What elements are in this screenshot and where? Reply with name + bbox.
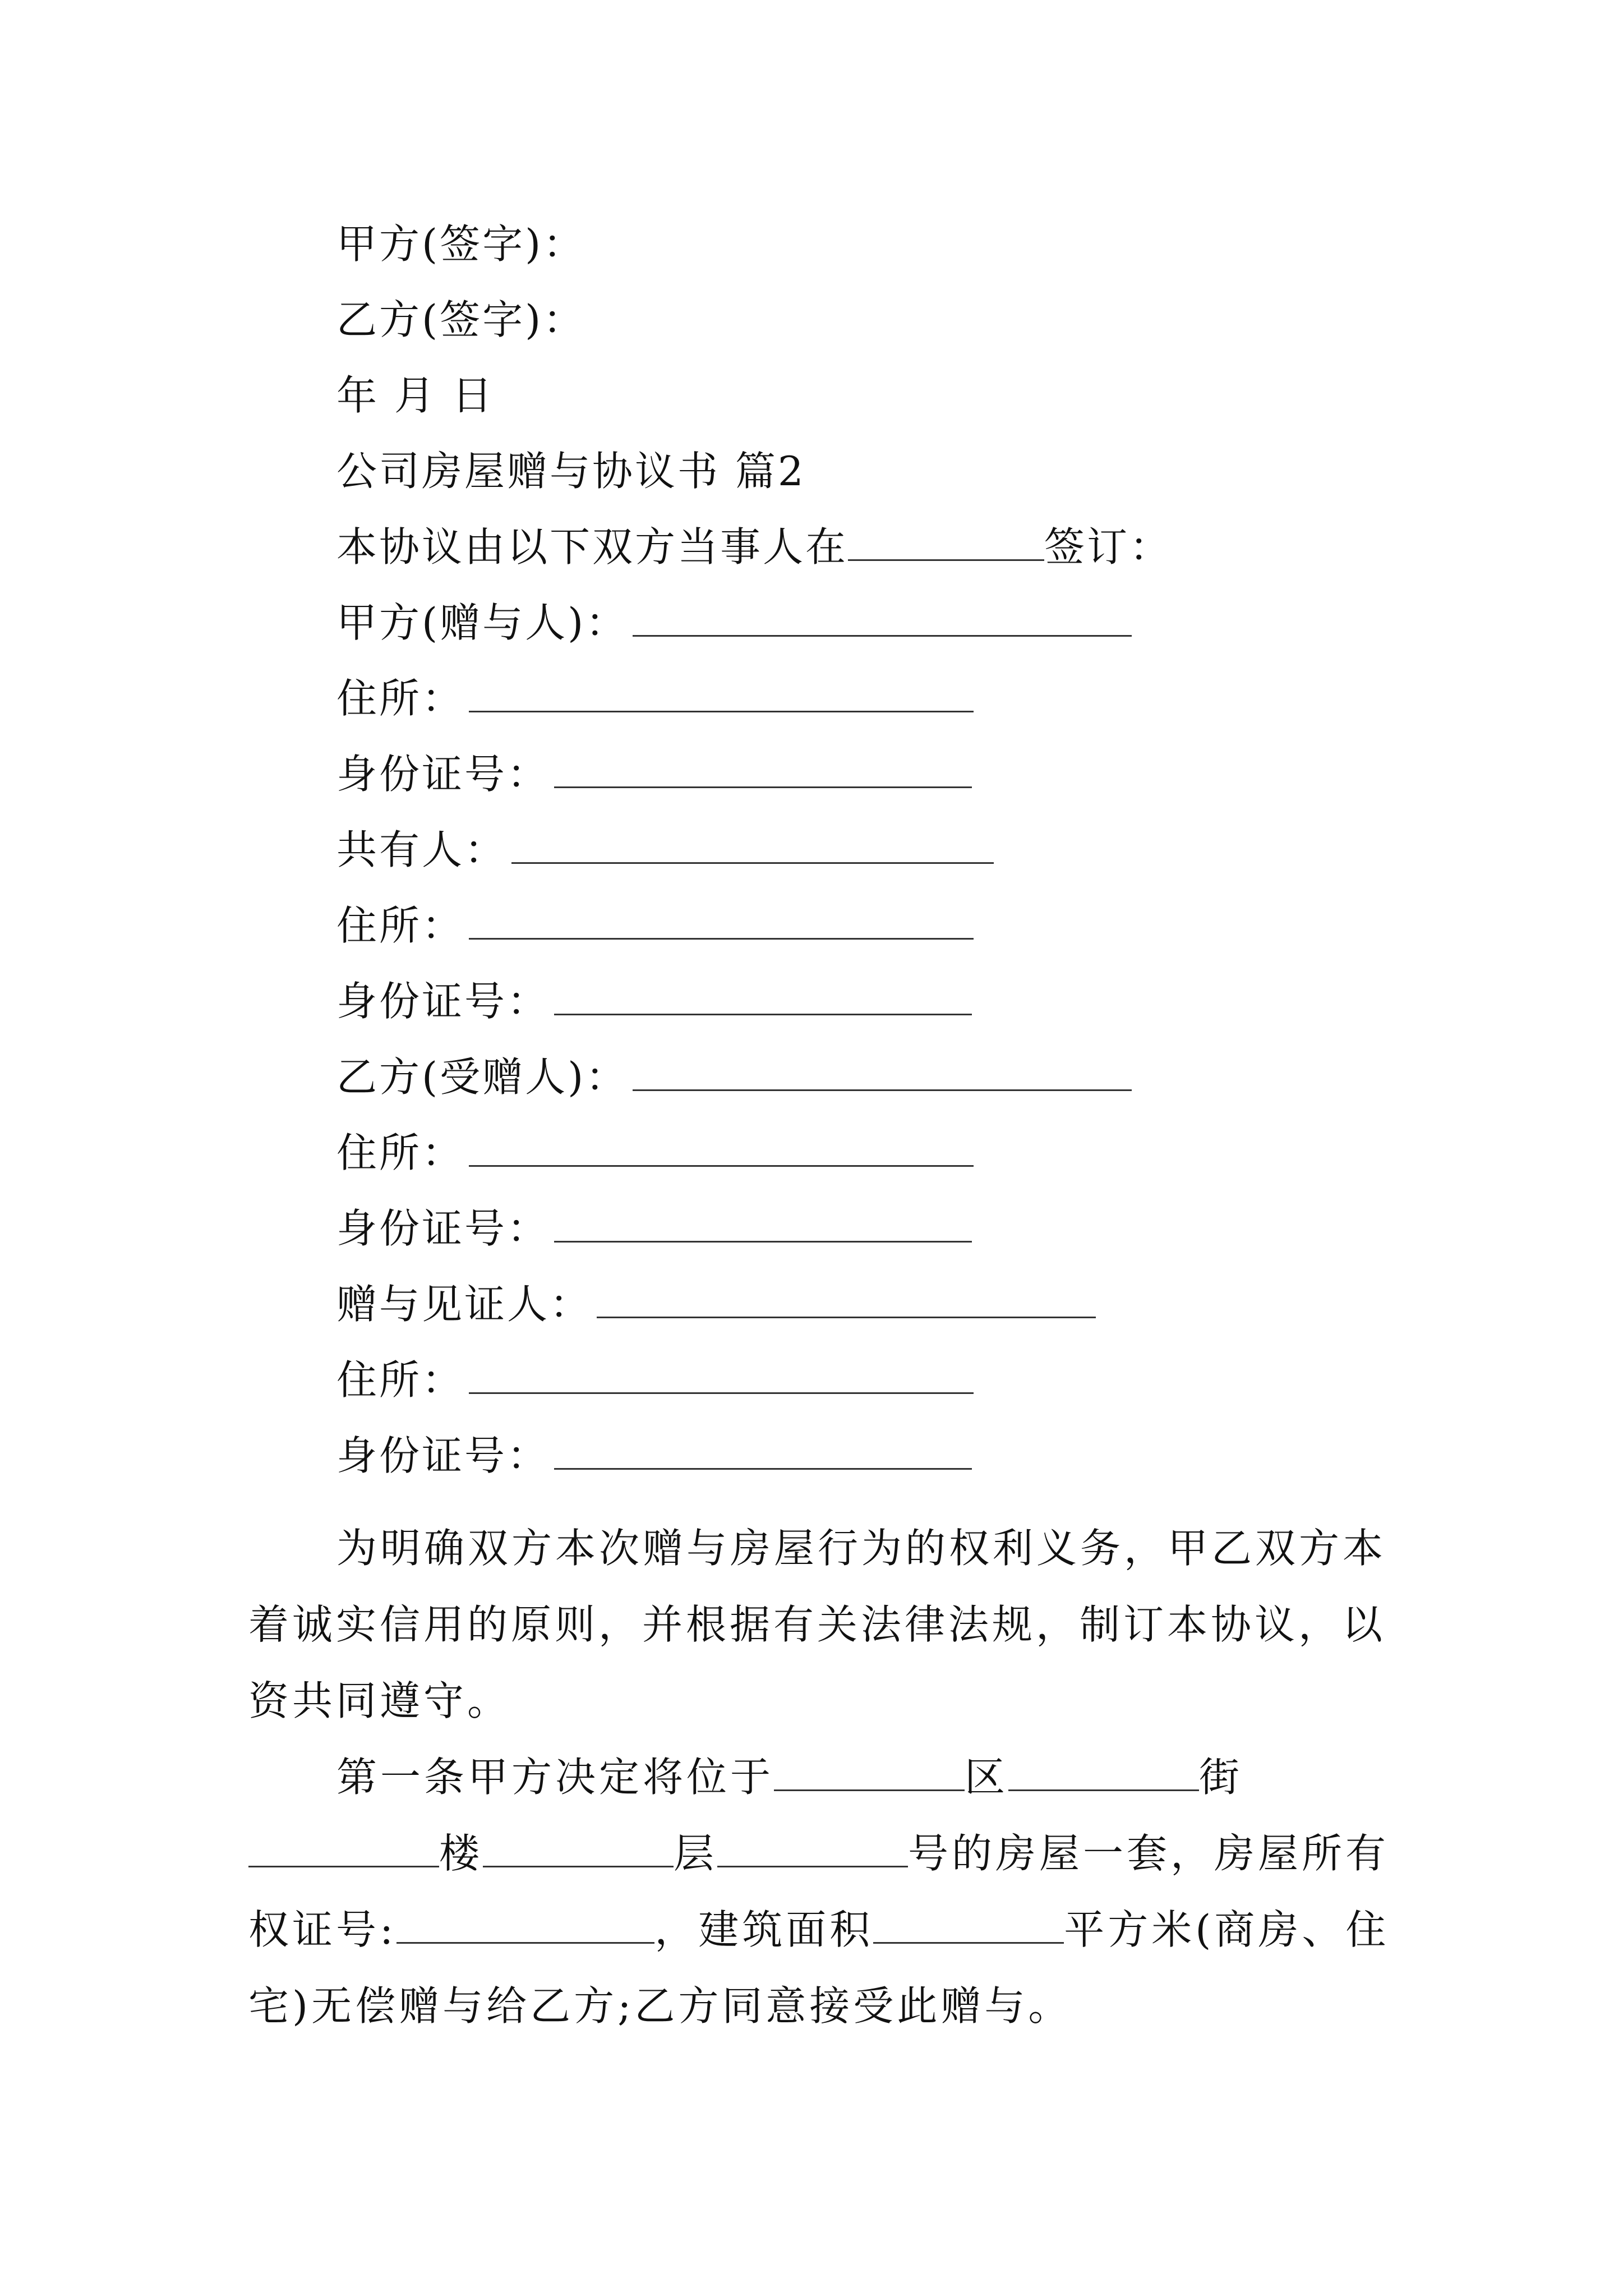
field-label: 身份证号： bbox=[336, 1432, 550, 1479]
field-label: 甲方(赠与人)： bbox=[336, 599, 629, 646]
field-blank bbox=[554, 749, 972, 788]
field-row bbox=[336, 973, 972, 1029]
field-label: 身份证号： bbox=[336, 978, 550, 1025]
field-row bbox=[336, 1125, 974, 1181]
field-blank bbox=[633, 1052, 1132, 1091]
area-blank bbox=[873, 1905, 1064, 1944]
field-blank bbox=[469, 1355, 974, 1394]
article-one bbox=[248, 1739, 1390, 2044]
field-row bbox=[336, 1200, 972, 1257]
certificate-blank bbox=[396, 1905, 654, 1944]
signature-party-b: 乙方(签字)： bbox=[336, 296, 586, 343]
intro-text-after: 签订： bbox=[1044, 523, 1173, 570]
intro-text-before: 本协议由以下双方当事人在 bbox=[336, 523, 849, 570]
field-label: 住所： bbox=[336, 1129, 465, 1176]
signature-date: 年 月 日 bbox=[336, 372, 495, 419]
field-blank bbox=[554, 1204, 972, 1243]
field-row bbox=[336, 1276, 1096, 1332]
number-blank bbox=[717, 1829, 908, 1867]
street-blank bbox=[1008, 1752, 1199, 1791]
article-one-text-6: 号的房屋一套，房屋所有权证号: bbox=[248, 1830, 1390, 1953]
field-label: 住所： bbox=[336, 675, 465, 722]
signature-party-a: 甲方(签字)： bbox=[336, 220, 586, 268]
field-row bbox=[336, 670, 974, 726]
field-label: 住所： bbox=[336, 1356, 465, 1404]
field-blank bbox=[554, 977, 972, 1015]
district-blank bbox=[774, 1752, 965, 1791]
place-blank bbox=[848, 522, 1044, 561]
article-one-text-2: 区 bbox=[965, 1754, 1009, 1801]
field-blank bbox=[469, 674, 974, 712]
field-row bbox=[336, 746, 972, 802]
article-one-text-8: 平方米(商房、住宅)无偿赠与给乙方;乙方同意接受此赠与。 bbox=[248, 1906, 1390, 2030]
field-blank bbox=[469, 1128, 974, 1167]
field-row bbox=[336, 1049, 1132, 1105]
field-label: 共有人： bbox=[336, 826, 508, 873]
field-row bbox=[336, 822, 994, 878]
paragraph-purpose bbox=[248, 1510, 1390, 1739]
field-row bbox=[336, 1428, 972, 1484]
article-one-text-5: 层 bbox=[674, 1830, 718, 1877]
field-blank bbox=[554, 1431, 972, 1470]
field-row bbox=[336, 595, 1132, 651]
field-blank bbox=[597, 1280, 1096, 1318]
field-blank bbox=[511, 825, 994, 864]
article-one-text-4: 楼 bbox=[439, 1830, 483, 1877]
field-row bbox=[336, 1352, 974, 1408]
floor-blank bbox=[483, 1829, 674, 1867]
article-one-text-7: ，建筑面积 bbox=[654, 1906, 874, 1953]
field-label: 乙方(受赠人)： bbox=[336, 1053, 629, 1101]
paragraph-purpose-text: 为明确双方本次赠与房屋行为的权利义务，甲乙双方本着诚实信用的原则，并根据有关法律法规，制订本协议，以资共同遵守。 bbox=[248, 1525, 1387, 1724]
field-label: 身份证号： bbox=[336, 1205, 550, 1252]
field-blank bbox=[633, 598, 1132, 637]
article-one-text-3: 街 bbox=[1199, 1754, 1243, 1801]
intro-line bbox=[336, 519, 1172, 575]
article-one-text-1: 第一条甲方决定将位于 bbox=[336, 1754, 774, 1801]
field-label: 住所： bbox=[336, 902, 465, 949]
building-blank bbox=[248, 1829, 439, 1867]
field-row bbox=[336, 898, 974, 954]
field-label: 赠与见证人： bbox=[336, 1281, 593, 1328]
field-label: 身份证号： bbox=[336, 751, 550, 798]
field-blank bbox=[469, 901, 974, 940]
section-heading: 公司房屋赠与协议书 篇2 bbox=[336, 448, 806, 495]
